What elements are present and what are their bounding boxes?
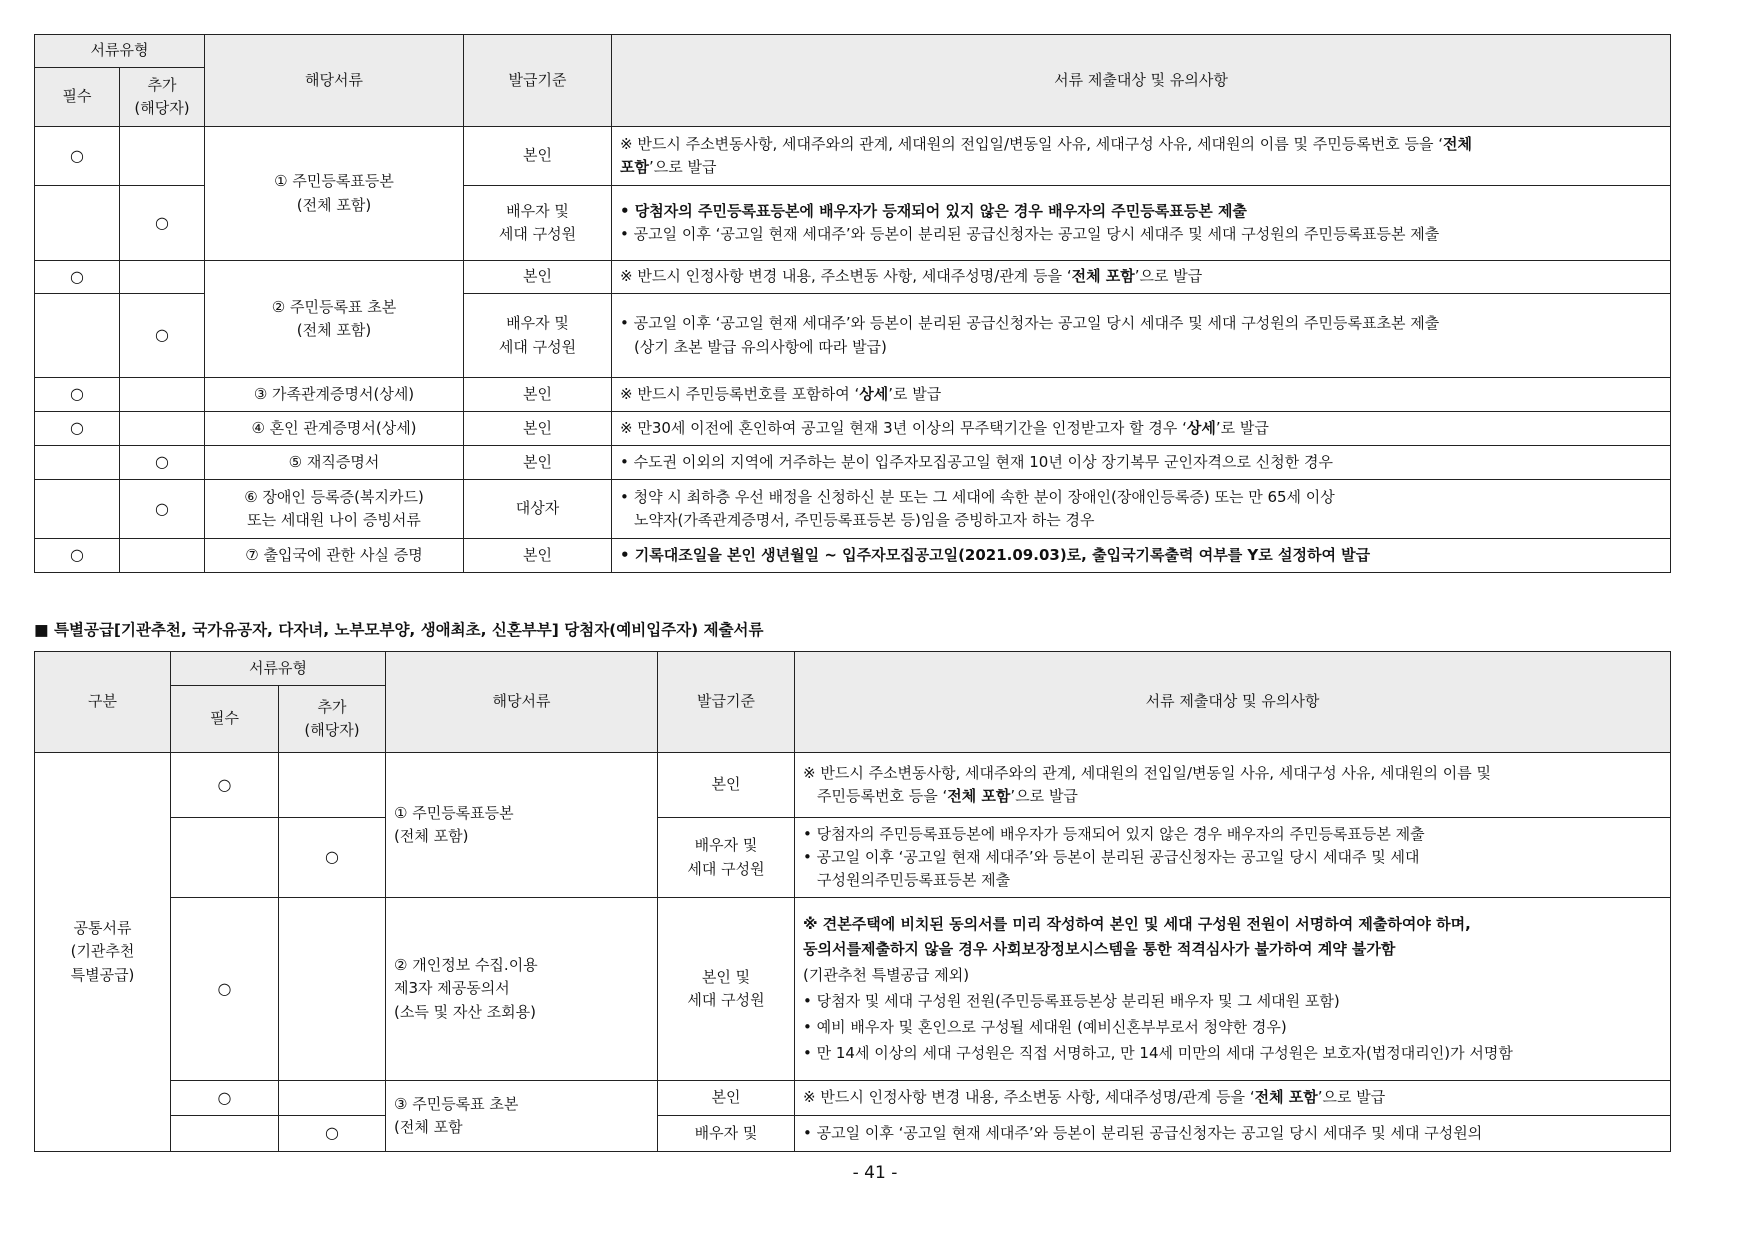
required-mark: ○ xyxy=(35,539,120,573)
document-name: ⑦ 출입국에 관한 사실 증명 xyxy=(205,539,464,573)
notes-cell: • 수도권 이외의 지역에 거주하는 분이 입주자모집공고일 현재 10년 이상 장기복무 군인자격으로 신청한 경우 xyxy=(612,446,1671,480)
header-document: 해당서류 xyxy=(205,35,464,127)
submission-documents-table xyxy=(34,34,1671,573)
header-required: 필수 xyxy=(35,68,120,127)
special-supply-documents-table xyxy=(34,651,1671,1152)
issue-basis: 본인 xyxy=(464,261,612,294)
notes-cell: ※ 반드시 인정사항 변경 내용, 주소변동 사항, 세대주성명/관계 등을 ‘전체 포함’으로 발급 xyxy=(795,1081,1671,1116)
issue-basis: 본인 xyxy=(464,127,612,186)
notes-cell: ※ 반드시 주소변동사항, 세대주와의 관계, 세대원의 전입일/변동일 사유, 세대구성 사유, 세대원의 이름 및 주민등록번호 등을 ‘전체 포함’으로 발급 xyxy=(612,127,1671,186)
required-mark: ○ xyxy=(35,261,120,294)
additional-mark: ○ xyxy=(120,186,205,261)
header-issue-basis: 발급기준 xyxy=(658,652,795,753)
table-row xyxy=(35,1081,1671,1116)
document-name: ⑤ 재직증명서 xyxy=(205,446,464,480)
document-name: ② 주민등록표 초본 (전체 포함) xyxy=(205,261,464,378)
required-mark xyxy=(35,480,120,539)
header-additional: 추가 (해당자) xyxy=(279,686,386,753)
issue-basis: 본인 xyxy=(464,378,612,412)
required-mark: ○ xyxy=(171,753,279,818)
header-required: 필수 xyxy=(171,686,279,753)
notes-cell: • 당첨자의 주민등록표등본에 배우자가 등재되어 있지 않은 경우 배우자의 주민등록표등본 제출 • 공고일 이후 ‘공고일 현재 세대주’와 등본이 분리된 공급신청자는 공고일 당시 세대주 및 세대 구성원의 주민등록표등본 제출 xyxy=(612,186,1671,261)
required-mark: ○ xyxy=(171,1081,279,1116)
table-row xyxy=(35,261,1671,294)
document-name: ① 주민등록표등본 (전체 포함) xyxy=(205,127,464,261)
additional-mark xyxy=(120,412,205,446)
issue-basis: 본인 xyxy=(658,753,795,818)
required-mark xyxy=(35,294,120,378)
required-mark xyxy=(35,446,120,480)
required-mark: ○ xyxy=(35,378,120,412)
required-mark xyxy=(171,1116,279,1152)
additional-mark: ○ xyxy=(120,446,205,480)
notes-cell: ※ 만30세 이전에 혼인하여 공고일 현재 3년 이상의 무주택기간을 인정받고자 할 경우 ‘상세’로 발급 xyxy=(612,412,1671,446)
notes-cell: • 청약 시 최하층 우선 배정을 신청하신 분 또는 그 세대에 속한 분이 장애인(장애인등록증) 또는 만 65세 이상 노약자(가족관계증명서, 주민등록표등본 등)임을 증빙하고자 하는 경우 xyxy=(612,480,1671,539)
additional-mark xyxy=(279,898,386,1081)
required-mark: ○ xyxy=(35,127,120,186)
issue-basis: 대상자 xyxy=(464,480,612,539)
additional-mark: ○ xyxy=(120,480,205,539)
additional-mark xyxy=(120,378,205,412)
issue-basis: 배우자 및 세대 구성원 xyxy=(658,818,795,898)
header-category: 구분 xyxy=(35,652,171,753)
notes-cell: ※ 반드시 주민등록번호를 포함하여 ‘상세’로 발급 xyxy=(612,378,1671,412)
notes-cell: ※ 반드시 인정사항 변경 내용, 주소변동 사항, 세대주성명/관계 등을 ‘전체 포함’으로 발급 xyxy=(612,261,1671,294)
page-number: - 41 - xyxy=(852,1163,898,1183)
notes-cell: ※ 반드시 주소변동사항, 세대주와의 관계, 세대원의 전입일/변동일 사유, 세대구성 사유, 세대원의 이름 및 주민등록번호 등을 ‘전체 포함’으로 발급 xyxy=(795,753,1671,818)
table-row xyxy=(35,753,1671,818)
table-row xyxy=(35,818,1671,898)
notes-cell: • 당첨자의 주민등록표등본에 배우자가 등재되어 있지 않은 경우 배우자의 주민등록표등본 제출 • 공고일 이후 ‘공고일 현재 세대주’와 등본이 분리된 공급신청자는 공고일 당시 세대주 및 세대 구성원의주민등록표등본 제출 xyxy=(795,818,1671,898)
document-name: ④ 혼인 관계증명서(상세) xyxy=(205,412,464,446)
header-document: 해당서류 xyxy=(386,652,658,753)
document-name: ⑥ 장애인 등록증(복지카드) 또는 세대원 나이 증빙서류 xyxy=(205,480,464,539)
document-name: ③ 가족관계증명서(상세) xyxy=(205,378,464,412)
additional-mark xyxy=(120,539,205,573)
notes-cell: • 공고일 이후 ‘공고일 현재 세대주’와 등본이 분리된 공급신청자는 공고일 당시 세대주 및 세대 구성원의 주민등록표초본 제출 (상기 초본 발급 유의사항에 따라 발급) xyxy=(612,294,1671,378)
table-row xyxy=(35,1116,1671,1152)
category-cell: 공통서류 (기관추천 특별공급) xyxy=(35,753,171,1152)
header-doc-type: 서류유형 xyxy=(35,35,205,68)
required-mark: ○ xyxy=(35,412,120,446)
additional-mark: ○ xyxy=(279,1116,386,1152)
header-doc-type: 서류유형 xyxy=(171,652,386,686)
issue-basis: 본인 xyxy=(658,1081,795,1116)
notes-cell: • 공고일 이후 ‘공고일 현재 세대주’와 등본이 분리된 공급신청자는 공고일 당시 세대주 및 세대 구성원의 xyxy=(795,1116,1671,1152)
header-issue-basis: 발급기준 xyxy=(464,35,612,127)
table-row xyxy=(35,127,1671,186)
issue-basis: 배우자 및 세대 구성원 xyxy=(464,294,612,378)
document-name: ② 개인정보 수집.이용 제3자 제공동의서 (소득 및 자산 조회용) xyxy=(386,898,658,1081)
header-notes: 서류 제출대상 및 유의사항 xyxy=(795,652,1671,753)
additional-mark xyxy=(279,753,386,818)
required-mark xyxy=(35,186,120,261)
additional-mark xyxy=(279,1081,386,1116)
additional-mark: ○ xyxy=(279,818,386,898)
issue-basis: 배우자 및 세대 구성원 xyxy=(464,186,612,261)
notes-cell: • 기록대조일을 본인 생년월일 ~ 입주자모집공고일(2021.09.03)로, 출입국기록출력 여부를 Y로 설정하여 발급 xyxy=(612,539,1671,573)
table-row xyxy=(35,446,1671,480)
section-title: ■ 특별공급[기관추천, 국가유공자, 다자녀, 노부모부양, 생애최초, 신혼부부] 당첨자(예비입주자) 제출서류 xyxy=(34,621,764,639)
notes-cell: ※ 견본주택에 비치된 동의서를 미리 작성하여 본인 및 세대 구성원 전원이 서명하여 제출하여야 하며, 동의서를제출하지 않을 경우 사회보장정보시스템을 통한 적격심사가 불가하여 계약 불가함 (기관추천 특별공급 제외) • 당첨자 및 세대 구성원 전원(주민등록표등본상 분리된 배우자 및 그 세대원 포함) • 예비 배우자 및 혼인으로 구성될 세대원 (예비신혼부부로서 청약한 경우) • 만 14세 이상의 세대 구성원은 직접 서명하고, 만 14세 미만의 세대 구성원은 보호자(법정대리인)가 서명함 xyxy=(795,898,1671,1081)
issue-basis: 본인 xyxy=(464,412,612,446)
additional-mark xyxy=(120,261,205,294)
required-mark xyxy=(171,818,279,898)
header-notes: 서류 제출대상 및 유의사항 xyxy=(612,35,1671,127)
document-name: ③ 주민등록표 초본 (전체 포함 xyxy=(386,1081,658,1152)
additional-mark xyxy=(120,127,205,186)
table-row xyxy=(35,378,1671,412)
additional-mark: ○ xyxy=(120,294,205,378)
issue-basis: 배우자 및 xyxy=(658,1116,795,1152)
required-mark: ○ xyxy=(171,898,279,1081)
issue-basis: 본인 xyxy=(464,539,612,573)
header-additional: 추가 (해당자) xyxy=(120,68,205,127)
issue-basis: 본인 및 세대 구성원 xyxy=(658,898,795,1081)
table-row xyxy=(35,480,1671,539)
document-name: ① 주민등록표등본 (전체 포함) xyxy=(386,753,658,898)
table-row xyxy=(35,898,1671,1081)
table-row xyxy=(35,412,1671,446)
issue-basis: 본인 xyxy=(464,446,612,480)
table-row xyxy=(35,539,1671,573)
